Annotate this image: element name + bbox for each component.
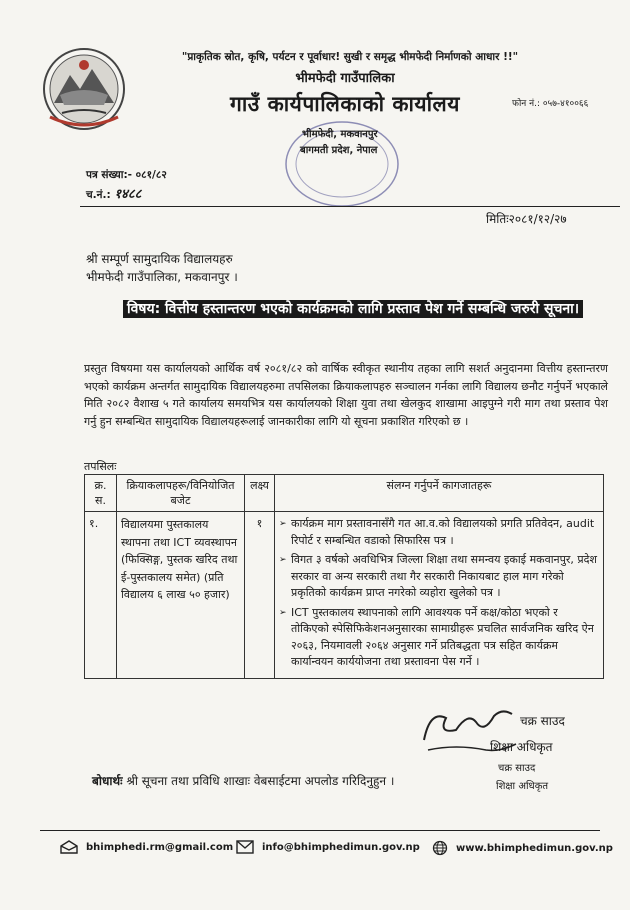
dispatch-number [86,184,141,202]
letter-number: पत्र संख्या:- ०८१/८२ [86,169,167,181]
recipient-line-1: श्री सम्पूर्ण सामुदायिक विद्यालयहरु [86,252,233,266]
header-target: लक्ष्य [245,475,275,512]
footer-email-1 [60,840,233,854]
list-item: ➢ कार्यक्रम माग प्रस्तावनासँगै गत आ.व.को विद्यालयको प्रगति प्रतिवेदन, audit रिपोर्ट र सम्बन्धित वडाको सिफारिस पत्र । [279,516,599,549]
table-row [85,512,604,679]
footer-website [432,840,613,856]
dispatch-label: च.नं.: [86,189,111,201]
row-activity: विद्यालयमा पुस्तकालय स्थापना तथा ICT व्यवस्थापन (फिक्सिङ्ग, पुस्तक खरिद तथा ई-पुस्तकालय समेत) (प्रति विद्यालय ६ लाख ५० हजार) [117,512,245,679]
signatory-title: शिक्षा अधिकृत [490,740,553,754]
motto: "प्राकृतिक स्रोत, कृषि, पर्यटन र पूर्वाधार! सुखी र समृद्ध भीमफेदी निर्माणको आधार !!" [181,51,519,63]
email-1-text[interactable]: bhimphedi.rm@gmail.com [86,841,234,853]
activities-table [84,474,604,679]
footer-divider [40,830,600,831]
header-divider [80,206,620,207]
globe-icon [432,840,448,856]
seal-post: शिक्षा अधिकृत [496,781,549,792]
details-label: तपसिलः [84,460,117,473]
header-docs: संलग्न गर्नुपर्ने कागजातहरू [275,475,604,512]
seal-name: चक्र साउद [498,763,536,774]
address-line-1: भीमफेदी, मकवानपुर [302,129,378,140]
cc-label: बोधार्थः [92,774,123,788]
recipient-line-2: भीमफेदी गाउँपालिका, मकवानपुर । [86,270,238,284]
header-activity: क्रियाकलापहरू/विनियोजित बजेट [117,475,245,512]
address-line-2: बागमती प्रदेश, नेपाल [300,145,378,156]
email-2-text[interactable]: info@bhimphedimun.gov.np [262,841,420,853]
subject-heading [98,298,608,320]
row-docs [275,512,604,679]
list-item: ➢ ICT पुस्तकालय स्थापनाको लागि आवश्यक पर्ने कक्ष/कोठा भएको र तोकिएको स्पेसिफिकेशनअनुसारका सामाग्रीहरू प्रचलित सार्वजनिक खरिद ऐन २०६३, नियमावली २०६४ अनुसार गर्ने प्रतिबद्धता पत्र सहित कार्यक्रम कार्यान्वयन कार्ययोजना तथा प्रस्तावना पेस गर्ने । [279,605,599,671]
header-sn: क्र. स. [85,475,117,512]
dispatch-value: १४८८ [114,187,142,202]
notice-body: प्रस्तुत विषयमा यस कार्यालयको आर्थिक वर्ष २०८१/८२ को वार्षिक स्वीकृत स्थानीय तहका लागि सशर्त अनुदानमा वित्तीय हस्तान्तरण भएको कार्यक्रम अन्तर्गत सामुदायिक विद्यालयहरुमा तपसिलका क्रियाकलापहरु सञ्चालन गर्नका लागि विद्यालय छनौट गर्नुपर्ने भएकाले मिति २०८२ वैशाख ५ गते कार्यालय समयभित्र यस कार्यालयको शिक्षा युवा तथा खेलकुद शाखामा आइपुग्ने गरी माग तथा प्रस्ताव पेश गर्नु हुन सम्बन्धित सामुदायिक विद्यालयहरूलाई जानकारीका लागि यो सूचना प्रकाशित गरिएको छ । [84,362,608,428]
envelope-open-icon [60,840,78,854]
nepal-emblem-logo [40,45,128,133]
office-title: गाउँ कार्यपालिकाको कार्यालय [230,92,460,116]
letter-date: मितिः२०८१/१२/२७ [486,212,567,226]
list-item: ➢ विगत ३ वर्षको अवधिभित्र जिल्ला शिक्षा तथा समन्वय इकाई मकवानपुर, प्रदेश सरकार वा अन्य सरकारी तथा गैर सरकारी निकायबाट हाल माग गरेको प्रकृतिको कार्यक्रम प्राप्त नगरेको व्यहोरा खुलेको पत्र । [279,552,599,602]
row-target: १ [245,512,275,679]
phone-number: फोन नं.: ०५७-४१००६६ [512,99,589,109]
footer-email-2 [236,840,420,854]
table-header-row [85,475,604,512]
subject-text: विषय: वित्तीय हस्तान्तरण भएको कार्यक्रमको लागि प्रस्ताव पेश गर्ने सम्बन्धि जरुरी सूचना। [123,300,583,318]
cc-note [92,772,394,789]
envelope-icon [236,840,254,854]
required-documents-list [279,516,599,671]
municipality-name: भीमफेदी गाउँपालिका [295,71,395,86]
cc-text: श्री सूचना तथा प्रविधि शाखाः वेबसाईटमा अपलोड गरिदिनुहुन । [126,774,395,788]
signatory-name: चक्र साउद [520,714,565,728]
website-text[interactable]: www.bhimphedimun.gov.np [456,842,613,854]
row-sn: १. [85,512,117,679]
